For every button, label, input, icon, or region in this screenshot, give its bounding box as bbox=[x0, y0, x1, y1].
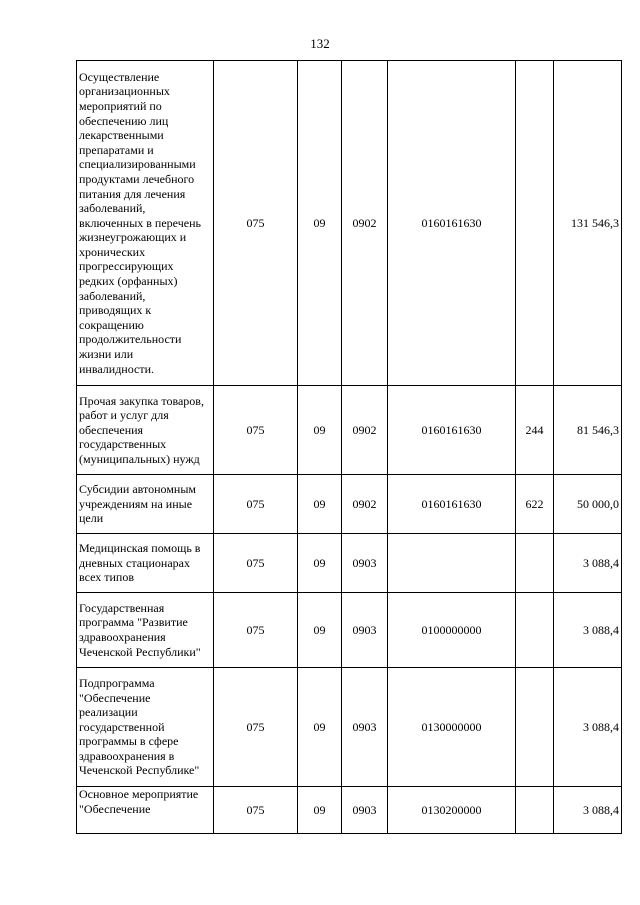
amount-cell: 3 088,4 bbox=[554, 593, 622, 668]
target-item-cell: 0160161630 bbox=[388, 386, 516, 475]
table-row bbox=[77, 668, 622, 787]
subsection-code-cell: 0902 bbox=[342, 475, 388, 534]
subsection-code-cell: 0903 bbox=[342, 668, 388, 787]
amount-cell: 81 546,3 bbox=[554, 386, 622, 475]
ministry-code-cell: 075 bbox=[214, 534, 298, 593]
ministry-code-cell: 075 bbox=[214, 475, 298, 534]
table-row bbox=[77, 593, 622, 668]
row-name-cell: Прочая закупка товаров, работ и услуг для обеспечения государственных (муниципальных) нужд bbox=[77, 386, 214, 475]
target-item-cell: 0100000000 bbox=[388, 593, 516, 668]
expense-type-cell: 244 bbox=[516, 386, 554, 475]
section-code-cell: 09 bbox=[298, 534, 342, 593]
subsection-code-cell: 0903 bbox=[342, 787, 388, 834]
expense-type-cell bbox=[516, 534, 554, 593]
section-code-cell: 09 bbox=[298, 61, 342, 386]
table-row bbox=[77, 61, 622, 386]
target-item-cell bbox=[388, 534, 516, 593]
subsection-code-cell: 0903 bbox=[342, 593, 388, 668]
target-item-cell: 0160161630 bbox=[388, 61, 516, 386]
ministry-code-cell: 075 bbox=[214, 668, 298, 787]
section-code-cell: 09 bbox=[298, 475, 342, 534]
row-name-cell: Основное мероприятие "Обеспечение bbox=[77, 787, 214, 834]
section-code-cell: 09 bbox=[298, 787, 342, 834]
amount-cell: 3 088,4 bbox=[554, 787, 622, 834]
expense-type-cell bbox=[516, 593, 554, 668]
table-row bbox=[77, 475, 622, 534]
section-code-cell: 09 bbox=[298, 386, 342, 475]
row-name-cell: Подпрограмма "Обеспечение реализации государственной программы в сфере здравоохранения в Чеченской Республике" bbox=[77, 668, 214, 787]
target-item-cell: 0130000000 bbox=[388, 668, 516, 787]
expense-type-cell bbox=[516, 668, 554, 787]
row-name-cell: Государственная программа "Развитие здравоохранения Чеченской Республики" bbox=[77, 593, 214, 668]
target-item-cell: 0160161630 bbox=[388, 475, 516, 534]
target-item-cell: 0130200000 bbox=[388, 787, 516, 834]
expense-type-cell bbox=[516, 787, 554, 834]
expense-type-cell: 622 bbox=[516, 475, 554, 534]
ministry-code-cell: 075 bbox=[214, 61, 298, 386]
subsection-code-cell: 0903 bbox=[342, 534, 388, 593]
amount-cell: 3 088,4 bbox=[554, 668, 622, 787]
table-row bbox=[77, 787, 622, 834]
page-number: 132 bbox=[310, 36, 330, 51]
subsection-code-cell: 0902 bbox=[342, 61, 388, 386]
ministry-code-cell: 075 bbox=[214, 593, 298, 668]
amount-cell: 131 546,3 bbox=[554, 61, 622, 386]
expense-type-cell bbox=[516, 61, 554, 386]
subsection-code-cell: 0902 bbox=[342, 386, 388, 475]
table-row bbox=[77, 386, 622, 475]
section-code-cell: 09 bbox=[298, 593, 342, 668]
row-name-cell: Субсидии автономным учреждениям на иные цели bbox=[77, 475, 214, 534]
amount-cell: 3 088,4 bbox=[554, 534, 622, 593]
section-code-cell: 09 bbox=[298, 668, 342, 787]
row-name-cell: Осуществление организационных мероприятий по обеспечению лиц лекарственными препаратами и специализированными продуктами лечебного питания для лечения заболеваний, включенных в перечень жизнеугрожающих и хронических прогрессирующих редких (орфанных) заболеваний, приводящих к сокращению продолжительности жизни или инвалидности. bbox=[77, 61, 214, 386]
amount-cell: 50 000,0 bbox=[554, 475, 622, 534]
ministry-code-cell: 075 bbox=[214, 787, 298, 834]
table-row bbox=[77, 534, 622, 593]
budget-table bbox=[76, 60, 622, 834]
row-name-cell: Медицинская помощь в дневных стационарах всех типов bbox=[77, 534, 214, 593]
ministry-code-cell: 075 bbox=[214, 386, 298, 475]
